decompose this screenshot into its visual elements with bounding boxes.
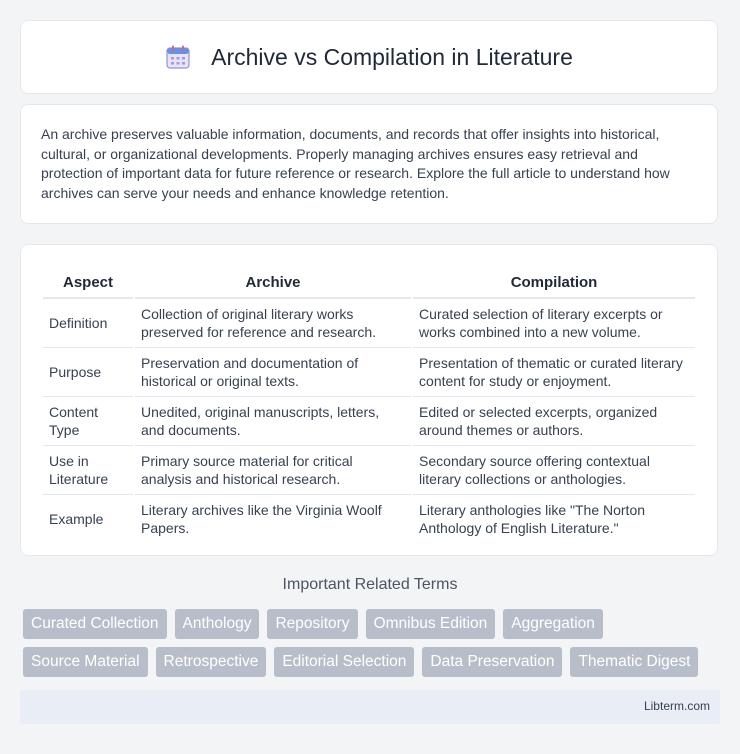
- table-row: [43, 299, 695, 348]
- table-header-row: [43, 263, 695, 299]
- tag-retrospective[interactable]: Retrospective: [156, 647, 267, 677]
- tag-curated-collection[interactable]: Curated Collection: [23, 609, 167, 639]
- table-row: [43, 397, 695, 446]
- table-cell: Purpose: [43, 348, 133, 397]
- calendar-icon: [165, 44, 191, 70]
- table-row: [43, 495, 695, 543]
- table-cell: Literary anthologies like "The Norton Anthology of English Literature.": [419, 502, 646, 536]
- table-cell: Preservation and documentation of historical or original texts.: [135, 348, 411, 397]
- related-terms-tags: [23, 609, 723, 685]
- tag-repository[interactable]: Repository: [267, 609, 357, 639]
- table-cell: Literary archives like the Virginia Woolf Papers.: [141, 502, 382, 536]
- intro-card: [20, 104, 718, 224]
- table-cell: Definition: [43, 299, 133, 348]
- column-header-archive: Archive: [135, 263, 411, 299]
- tag-row: [23, 647, 723, 677]
- table-cell: Content Type: [43, 397, 133, 446]
- tag-thematic-digest[interactable]: Thematic Digest: [570, 647, 698, 677]
- column-header-aspect: Aspect: [43, 263, 133, 299]
- tag-anthology[interactable]: Anthology: [175, 609, 260, 639]
- related-terms-title: Important Related Terms: [282, 576, 458, 593]
- tag-editorial-selection[interactable]: Editorial Selection: [274, 647, 414, 677]
- table-row: [43, 446, 695, 495]
- intro-text: An archive preserves valuable information, documents, and records that offer insights into historical, cultural, or organizational developments. Properly managing archives ensures easy retrieval and protection of important data for future reference or research. Explore the full article to understand how archives can serve your needs and enhance knowledge retention.: [41, 126, 670, 201]
- tag-aggregation[interactable]: Aggregation: [503, 609, 603, 639]
- page-title: Archive vs Compilation in Literature: [211, 43, 573, 70]
- tag-data-preservation[interactable]: Data Preservation: [422, 647, 562, 677]
- comparison-table: [41, 263, 697, 543]
- footer-site-link[interactable]: Libterm.com: [643, 699, 710, 713]
- comparison-table-card: [20, 244, 718, 556]
- tag-omnibus-edition[interactable]: Omnibus Edition: [366, 609, 496, 639]
- table-cell: Collection of original literary works preserved for reference and research.: [135, 299, 411, 348]
- table-cell: Curated selection of literary excerpts or works combined into a new volume.: [413, 299, 695, 348]
- table-row: [43, 348, 695, 397]
- header-card: [20, 20, 718, 94]
- table-cell: Secondary source offering contextual literary collections or anthologies.: [413, 446, 695, 495]
- table-cell: Use in Literature: [43, 446, 133, 495]
- footer: [20, 690, 720, 724]
- tag-row: [23, 609, 723, 639]
- table-cell: Edited or selected excerpts, organized around themes or authors.: [413, 397, 695, 446]
- table-cell: Example: [49, 511, 104, 527]
- column-header-compilation: Compilation: [413, 263, 695, 299]
- table-cell: Primary source material for critical analysis and historical research.: [135, 446, 411, 495]
- tag-source-material[interactable]: Source Material: [23, 647, 148, 677]
- table-cell: Unedited, original manuscripts, letters, and documents.: [135, 397, 411, 446]
- table-cell: Presentation of thematic or curated literary content for study or enjoyment.: [413, 348, 695, 397]
